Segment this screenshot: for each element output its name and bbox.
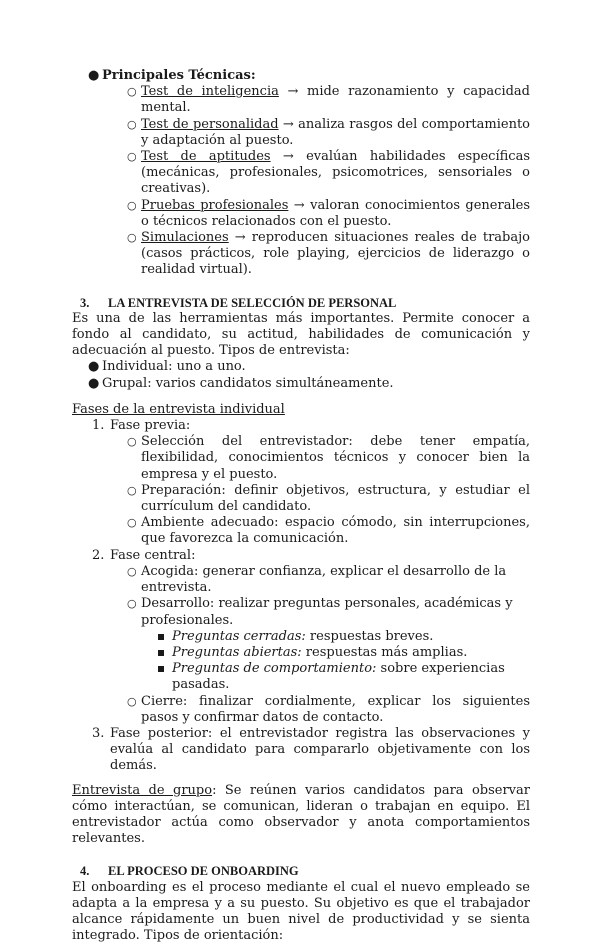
fases-title: Fases de la entrevista individual [72,401,285,417]
list-item: ○ Simulaciones → reproducen situaciones reales de trabajo (casos prácticos, role playing, ejercicios de liderazgo o realidad virtual). [127,230,530,278]
fase-item: 2. Fase central: [92,547,196,563]
fase-item: 1. Fase previa: [92,418,191,434]
list-item: ○ Test de aptitudes → evalúan habilidades específicas (mecánicas, profesionales, psicomotrices, sensoriales o creativas). [127,149,530,197]
list-item: ○ Acogida: generar confianza, explicar el desarrollo de la entrevista. [127,563,507,596]
circle-bullet-icon: ○ [127,516,137,530]
circle-bullet-icon: ○ [127,231,137,245]
list-item: Preguntas de comportamiento: sobre experiencias pasadas. [158,661,530,693]
entrevista-grupo-paragraph: Entrevista de grupo: Se reúnen varios candidatos para observar cómo interactúan, se comunican, lideran o trabajan en equipo. El entrevistador actúa como observador y anota comportamientos relevantes. [72,782,530,847]
list-item: ○ Selección del entrevistador: debe tener empatía, flexibilidad, conocimientos técnicos y conocer bien la empresa y el puesto. [127,434,530,482]
section-4-intro: El onboarding es el proceso mediante el cual el nuevo empleado se adapta a la empresa y a su puesto. Su objetivo es que el trabajador alcance rápidamente un buen nivel de productividad y se sienta integrado. Tipos de orientación: [72,879,530,944]
list-item: ○ Test de inteligencia → mide razonamiento y capacidad mental. [127,84,531,116]
document-page [72,68,530,944]
list-item: ○ Pruebas profesionales → valoran conocimientos generales o técnicos relacionados con el puesto. [127,197,530,229]
bullet-dot-icon: ● [88,68,100,83]
circle-bullet-icon: ○ [127,435,137,449]
fase-item: 3. Fase posterior: el entrevistador registra las observaciones y evalúa al candidato para compararlo objetivamente con los demás. [92,725,530,774]
list-item: ○ Cierre: finalizar cordialmente, explicar los siguientes pasos y confirmar datos de contacto. [127,693,530,725]
list-item: ○ Preparación: definir objetivos, estructura, y estudiar el currículum del candidato. [127,482,530,515]
square-bullet-icon [158,650,164,656]
bullet-dot-icon: ● [88,359,100,375]
list-item: ○ Test de personalidad → analiza rasgos del comportamiento y adaptación al puesto. [127,116,530,148]
list-item: ○ Desarrollo: realizar preguntas personales, académicas y profesionales. [127,596,513,628]
list-item: Preguntas abiertas: respuestas más amplias. [158,645,530,661]
list-item: Preguntas cerradas: respuestas breves. [158,629,530,645]
square-bullet-icon [158,634,164,640]
list-item: ● Individual: uno a uno. [88,359,246,375]
section-4-heading: 4. EL PROCESO DE ONBOARDING [80,864,299,879]
circle-bullet-icon: ○ [127,85,137,99]
tecnicas-bullet: ● Principales Técnicas: [88,68,256,83]
tecnicas-list [72,84,530,278]
list-item: ○ Ambiente adecuado: espacio cómodo, sin interrupciones, que favorezca la comunicación. [127,515,530,547]
tecnicas-heading: Principales Técnicas [102,68,251,83]
circle-bullet-icon: ○ [127,198,137,212]
list-item: ● Grupal: varios candidatos simultáneamente. [88,375,394,391]
circle-bullet-icon: ○ [127,694,137,708]
section-3-heading: 3. LA ENTREVISTA DE SELECCIÓN DE PERSONAL [80,295,397,310]
circle-bullet-icon: ○ [127,564,137,578]
circle-bullet-icon: ○ [127,117,137,131]
circle-bullet-icon: ○ [127,483,137,497]
section-3-intro: Es una de las herramientas más importantes. Permite conocer a fondo al candidato, su actitud, habilidades de comunicación y adecuación al puesto. Tipos de entrevista: [72,310,530,359]
bullet-dot-icon: ● [88,375,100,391]
circle-bullet-icon: ○ [127,597,137,611]
square-bullet-icon [158,666,164,672]
circle-bullet-icon: ○ [127,150,137,164]
